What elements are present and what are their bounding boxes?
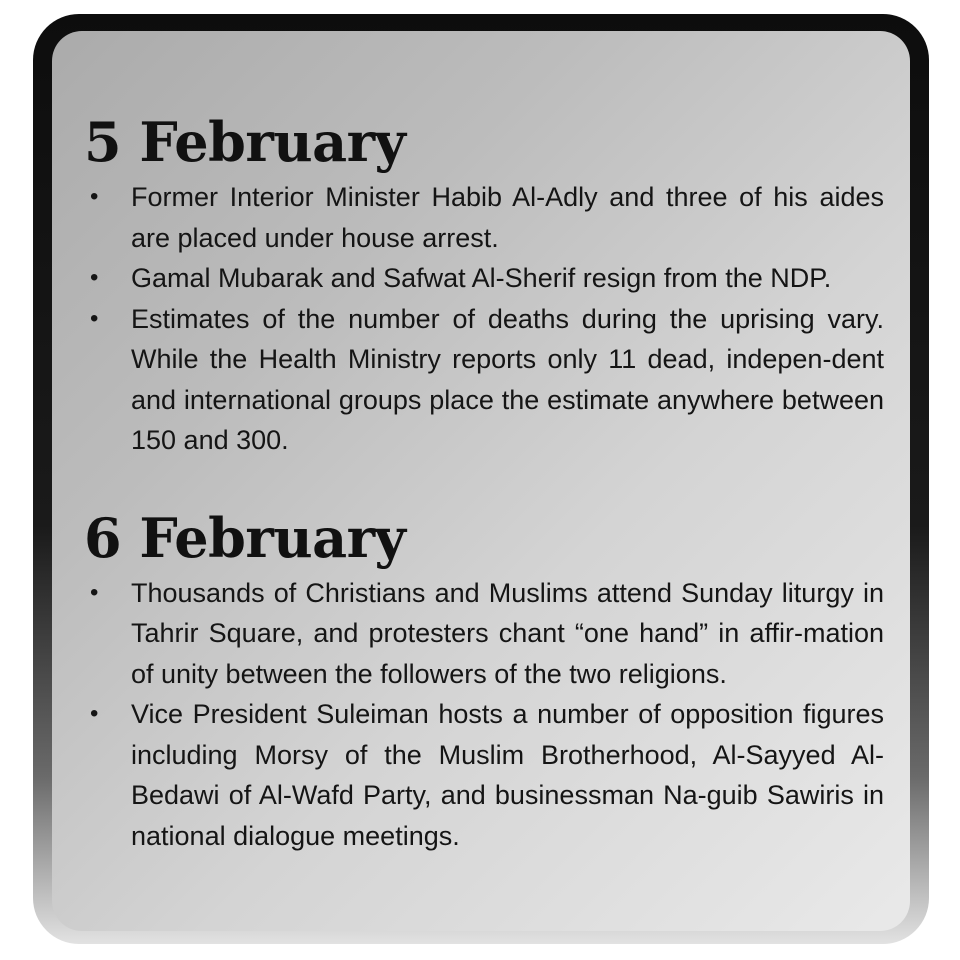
bullet-list [84, 573, 884, 857]
bullet-list [84, 177, 884, 461]
timeline-card [52, 31, 910, 931]
bullet-icon: • [90, 578, 99, 606]
bullet-text: Former Interior Minister Habib Al-Adly and three of his aides are placed under house arrest. [131, 182, 884, 253]
bullet-icon: • [90, 700, 99, 727]
bullet-text: Gamal Mubarak and Safwat Al-Sherif resign from the NDP. [131, 263, 832, 293]
list-item [84, 177, 884, 258]
bullet-icon: • [90, 264, 99, 291]
list-item [84, 258, 884, 299]
list-item [84, 573, 884, 695]
section-5-february [84, 111, 884, 461]
bullet-icon: • [90, 183, 99, 210]
timeline-content [84, 111, 884, 856]
date-heading: 6 February [84, 505, 406, 570]
bullet-text: Vice President Suleiman hosts a number of opposition figures including Morsy of the Muslim Brotherhood, Al-Sayyed Al-Bedawi of Al-Wafd Party, and businessman Na-guib Sawiris in national dialogue meetings. [131, 699, 884, 851]
section-6-february [84, 507, 884, 857]
bullet-icon: • [90, 304, 99, 332]
bullet-text: Thousands of Christians and Muslims attend Sunday liturgy in Tahrir Square, and protesters chant “one hand” in affir-mation of unity between the followers of the two religions. [131, 577, 884, 689]
bullet-text: Estimates of the number of deaths during the uprising vary. While the Health Ministry reports only 11 dead, indepen-dent and international groups place the estimate anywhere between 150 and 300. [131, 303, 884, 455]
list-item [84, 299, 884, 461]
date-heading: 5 February [84, 110, 406, 174]
list-item [84, 694, 884, 856]
